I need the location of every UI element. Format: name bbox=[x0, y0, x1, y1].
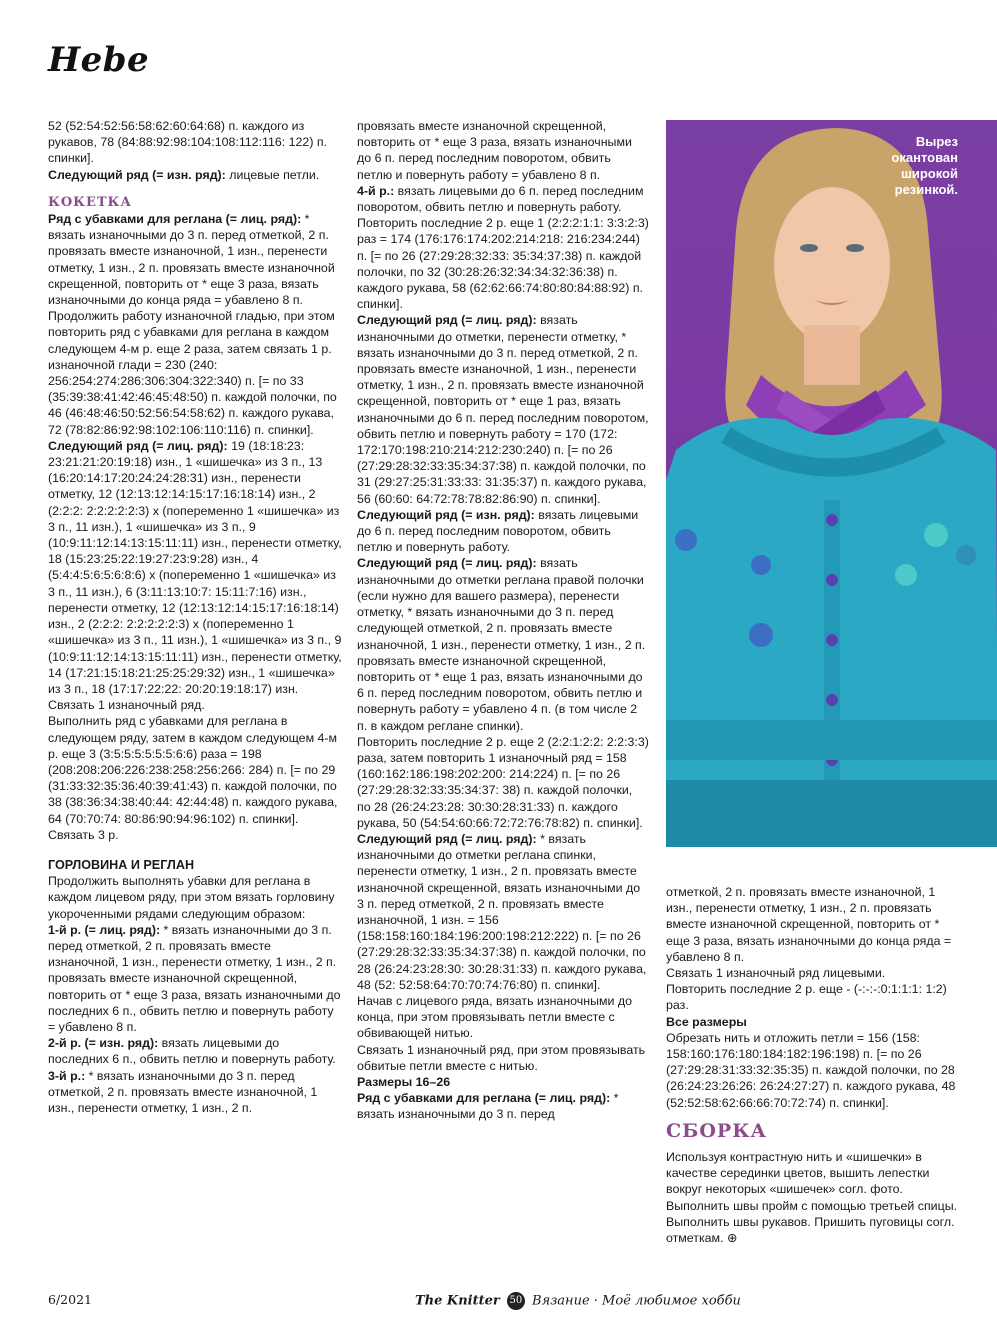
section-heading: СБОРКА bbox=[666, 1119, 767, 1142]
paragraph bbox=[48, 211, 343, 308]
paragraph: Связать 1 изнаночный ряд, при этом провязывать обвитые петли вместе с нитью. bbox=[357, 1042, 646, 1073]
paragraph: Связать 1 изнаночный ряд. bbox=[48, 698, 205, 713]
row-label: 3-й р.: bbox=[48, 1068, 86, 1083]
paragraph-text: вязать изнаночными до отметки реглана правой полочки (если нужно для вашего размера), перенести отметку, * вязать изнаночными до 3 п. перед следующей отметкой, 2 п. провязать вместе изнаночной, 1 изн., перенести отметку, 1 изн., 2 п. провязать вместе изнаночной скрещенной, повторить от * еще 1 раз, вязать изнаночными до 6 п. перед последним поворотом, обвить петлю и повернуть работу = убавлено 4 п. (в том числе 2 п. в каждом реглане спинки). bbox=[357, 556, 646, 733]
paragraph bbox=[357, 183, 649, 215]
row-label: 2-й р. (= изн. ряд): bbox=[48, 1036, 159, 1051]
caption-line: окантован bbox=[891, 150, 958, 165]
paragraph bbox=[48, 438, 343, 697]
magazine-footer bbox=[415, 1292, 741, 1310]
paragraph: Выполнить ряд с убавками для реглана в следующем ряду, затем в каждом следующем 4-м р. еще 3 (3:5:5:5:5:5:5:6:6) раза = 198 (208:208:206:226:238:258:256:266: 284) п. [= по 29 (31:33:32:35:36:40:39:41:43) п. каждой полочки, по 38 (38:36:34:38:40:44: 42:44:48) п. каждого рукава, 64 (70:70:74: 80:86:90:94:96:102) п. спинки]. bbox=[48, 714, 338, 826]
issue-number: 6/2021 bbox=[48, 1292, 92, 1307]
row-label: Ряд с убавками для реглана (= лиц. ряд): bbox=[357, 1091, 611, 1106]
paragraph: Продолжить работу изнаночной гладью, при этом повторить ряд с убавками для реглана в каждом следующем 4-м р. еще 2 раза, затем связать 1 р. изнаночной глади = 230 (240: 256:254:274:286:306:304:322:340) п. [= по 33 (35:39:38:41:42:46:45:48:50) п. каждой полочки, по 46 (46:48:46:50:52:56:54:58:62) п. каждого рукава, 72 (78:82:86:92:98:102:106:110:116) п. спинки]. bbox=[48, 309, 337, 437]
paragraph bbox=[357, 831, 649, 993]
paragraph-text: вязать лицевыми до 6 п. перед последним поворотом, обвить петлю и повернуть работу. bbox=[357, 507, 639, 555]
paragraph: Повторить последние 2 р. еще - (-:-:-:0:1:1:1: 1:2) раз. bbox=[666, 982, 947, 1013]
magazine-name: The Knitter bbox=[415, 1293, 500, 1309]
text-column-2 bbox=[357, 118, 649, 1123]
page-number: 50 bbox=[507, 1292, 525, 1310]
paragraph-text: * вязать изнаночными до 3 п. перед отметкой, 2 п. провязать вместе изнаночной, 1 изн., перенести отметку, 1 изн., 2 п. провязать вместе изнаночной скрещенной, повторить от * еще 3 раза, вязать изнаночными до последних 6 п., обвить петлю и повернуть работу = убавлено 8 п. bbox=[48, 922, 341, 1034]
text-column-3 bbox=[666, 884, 958, 1246]
paragraph bbox=[357, 1090, 649, 1122]
row-label: Следующий ряд (= лиц. ряд): bbox=[48, 438, 228, 453]
paragraph: Повторить последние 2 р. еще 1 (2:2:2:1:1: 3:3:2:3) раз = 174 (176:176:174:202:214:218: 216:234:244) п. [= по 26 (27:29:28:32:33: 35:34:37:38) п. каждой полочки, по 32 (30:28:26:32:34:34:32:36:38) п. каждого рукава, 58 (62:62:66:74:80:80:84:88:92) п. спинки]. bbox=[357, 216, 649, 312]
paragraph-text: * вязать изнаночными до 3 п. перед bbox=[357, 1091, 619, 1122]
row-label: 1-й р. (= лиц. ряд): bbox=[48, 922, 161, 937]
paragraph-text: * вязать изнаночными до 3 п. перед отметкой, 2 п. провязать вместе изнаночной, 1 изн., перенести отметку, 1 изн., 2 п. провязать вместе изнаночной скрещенной, повторить от * еще 3 раза, вязать изнаночными до конца ряда = убавлено 8 п. bbox=[48, 212, 335, 308]
row-label: Ряд с убавками для реглана (= лиц. ряд): bbox=[48, 212, 302, 227]
paragraph: Связать 3 р. bbox=[48, 827, 119, 842]
paragraph: Связать 1 изнаночный ряд лицевыми. bbox=[666, 966, 886, 981]
caption-line: широкой bbox=[901, 166, 958, 181]
paragraph: Обрезать нить и отложить петли = 156 (158: 158:160:176:180:184:182:196:198) п. [= по 26 (27:29:28:31:33:32:35:35) п. каждой полочки, по 28 (26:24:23:26:26: 26:24:27:27) п. каждого рукава, 48 (52:52:58:62:66:66:70:72:74) п. спинки]. bbox=[666, 1030, 956, 1110]
paragraph-text: вязать лицевыми до последних 6 п., обвить петлю и повернуть работу. bbox=[48, 1036, 336, 1067]
paragraph: Продолжить выполнять убавки для реглана в каждом лицевом ряду, при этом вязать горловину укороченными рядами следующим образом: bbox=[48, 874, 335, 921]
row-label: Следующий ряд (= изн. ряд): bbox=[357, 507, 535, 522]
paragraph bbox=[357, 312, 649, 506]
paragraph: Используя контрастную нить и «шишечки» в качестве серединки цветов, вышить лепестки вокруг некоторых «шишечек» согл. фото. Выполнить швы пройм с помощью третьей спицы. Выполнить швы рукавов. Пришить пуговицы согл. отметкам. ⊕ bbox=[666, 1150, 958, 1246]
paragraph: Начав с лицевого ряда, вязать изнаночными до конца, при этом провязывать петли вместе с обвивающей нитью. bbox=[357, 993, 632, 1041]
paragraph-text: * вязать изнаночными до 3 п. перед отметкой, 2 п. провязать вместе изнаночной, 1 изн., перенести отметку, 1 изн., 2 п. bbox=[48, 1068, 318, 1115]
page-title: Hebe bbox=[48, 40, 150, 80]
photo-caption bbox=[891, 134, 958, 198]
paragraph: отметкой, 2 п. провязать вместе изнаночной, 1 изн., перенести отметку, 1 изн., 2 п. провязать вместе изнаночной скрещенной, повторить от * еще 3 раза, вязать изнаночными до конца ряда = убавлено 8 п. bbox=[666, 885, 952, 964]
row-label: Следующий ряд (= лиц. ряд): bbox=[357, 313, 537, 328]
row-label: Следующий ряд (= лиц. ряд): bbox=[357, 556, 537, 571]
subheading: Все размеры bbox=[666, 1014, 747, 1029]
row-label: Следующий ряд (= изн. ряд): bbox=[48, 167, 226, 182]
paragraph bbox=[48, 167, 343, 183]
paragraph bbox=[48, 1035, 343, 1067]
paragraph-text: вязать изнаночными до отметки, перенести отметку, * вязать изнаночными до 3 п. перед отметкой, 2 п. провязать вместе изнаночной, 1 изн., перенести отметку, 1 изн., 2 п. провязать вместе изнаночной скрещенной, повторить от * еще 1 раз, вязать изнаночными до 6 п. перед последним поворотом, обвить петлю и повернуть работу = 170 (172: 172:170:198:210:214:212:230:240) п. [= по 26 (27:29:28:32:33:35:34:37:38) п. каждой полочки, по 31 (29:27:25:31:33:33: 31:35:37) п. каждого рукава, 56 (60:60: 64:72:78:78:82:86:90) п. спинки]. bbox=[357, 313, 649, 506]
model-photo bbox=[666, 120, 997, 847]
text-column-1 bbox=[48, 118, 343, 1116]
caption-line: резинкой. bbox=[894, 182, 958, 197]
paragraph-text: лицевые петли. bbox=[225, 167, 320, 182]
caption-line: Вырез bbox=[915, 134, 958, 149]
section-heading: ГОРЛОВИНА И РЕГЛАН bbox=[48, 857, 195, 872]
model-illustration bbox=[666, 120, 997, 847]
paragraph-text: вязать лицевыми до 6 п. перед последним поворотом, обвить петлю и повернуть работу. bbox=[357, 183, 644, 215]
paragraph bbox=[48, 1068, 343, 1117]
paragraph-text: * вязать изнаночными до отметки реглана спинки, перенести отметку, 1 изн., 2 п. провязать вместе изнаночной скрещенной, вязать изнаночными до 3 п. перед отметкой, 2 п. провязать вместе изнаночной, 1 изн. = 156 (158:158:160:184:196:200:198:212:222) п. [= по 26 (27:29:28:32:33:35:34:37:38) п. каждой полочки, по 28 (26:24:23:28:30: 30:28:31:33) п. каждого рукава, 48 (52: 52:58:64:70:70:74:76:80) п. спинки]. bbox=[357, 831, 647, 992]
paragraph bbox=[357, 507, 649, 556]
magazine-tagline: Вязание · Моё любимое хобби bbox=[532, 1293, 741, 1309]
paragraph bbox=[48, 922, 343, 1035]
paragraph: провязать вместе изнаночной скрещенной, повторить от * еще 3 раза, вязать изнаночными до 6 п. перед последним поворотом, обвить петлю и повернуть работу = убавлено 8 п. bbox=[357, 119, 632, 182]
section-heading: КОКЕТКА bbox=[48, 194, 132, 210]
paragraph: 52 (52:54:52:56:58:62:60:64:68) п. каждого из рукавов, 78 (84:88:92:98:104:108:112:116: 122) п. спинки]. bbox=[48, 119, 328, 166]
row-label: 4-й р.: bbox=[357, 183, 395, 198]
paragraph-text: 19 (18:18:23: 23:21:21:20:19:18) изн., 1 «шишечка» из 3 п., 13 (16:20:14:17:20:24:24:28:31) изн., перенести отметку, 12 (12:13:12:14:15:17:16:18:14) изн., 2 (2:2:2: 2:2:2:2:2:3) х (попеременно 1 «шишечка» из 3 п., 11 изн.), 1 «шишечка» из 3 п., 9 (10:9:11:12:14:13:15:11:11) изн., перенести отметку, 18 (15:23:25:22:19:27:23:9:28) изн., 4 (5:4:4:5:6:5:6:8:6) х (попеременно 1 «шишечка» из 3 п., 11 изн.), 6 (3:11:13:10:7: 15:11:7:16) изн., перенести отметку, 12 (12:13:12:14:15:17:16:18:14) изн., 2 (2:2:2: 2:2:2:2:2:3) х (попеременно 1 «шишечка» из 3 п., 11 изн.), 1 «шишечка» из 3 п., 9 (10:9:11:12:14:13:15:11:11) изн., перенести отметку, 14 (17:21:15:18:21:25:25:29:32) изн., 1 «шишечка» из 3 п., 18 (17:17:22:22: 20:20:19:18:17) изн. bbox=[48, 438, 342, 696]
paragraph: Повторить последние 2 р. еще 2 (2:2:1:2:2: 2:2:3:3) раза, затем повторить 1 изнаночный ряд = 158 (160:162:186:198:202:200: 214:224) п. [= по 26 (27:29:28:32:33:35:34:37: 38) п. каждой полочки, по 28 (26:24:23:28: 30:30:28:31:33) п. каждого рукава, 50 (54:54:60:66:72:72:76:78:82) п. спинки]. bbox=[357, 734, 649, 830]
row-label: Следующий ряд (= лиц. ряд): bbox=[357, 831, 537, 846]
paragraph bbox=[357, 555, 649, 733]
subheading: Размеры 16–26 bbox=[357, 1074, 451, 1089]
